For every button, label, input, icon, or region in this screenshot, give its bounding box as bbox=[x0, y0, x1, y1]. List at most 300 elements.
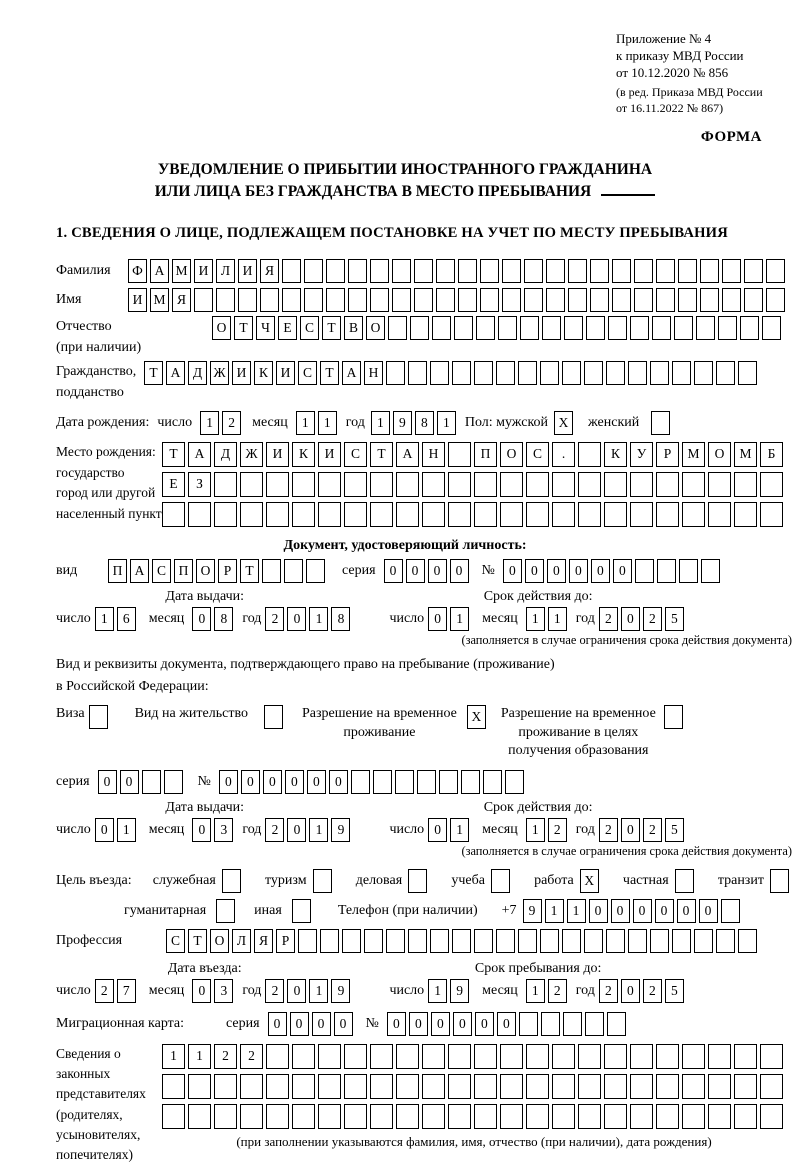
char-cell[interactable] bbox=[474, 929, 493, 953]
char-cell[interactable] bbox=[260, 288, 279, 312]
char-cell[interactable]: 5 bbox=[665, 607, 684, 631]
char-cell[interactable]: 0 bbox=[290, 1012, 309, 1036]
char-cell[interactable]: Р bbox=[218, 559, 237, 583]
char-cell[interactable] bbox=[552, 1044, 575, 1069]
char-cell[interactable] bbox=[606, 929, 625, 953]
char-cell[interactable]: 9 bbox=[393, 411, 412, 435]
char-cell[interactable]: О bbox=[196, 559, 215, 583]
char-cell[interactable]: 3 bbox=[214, 979, 233, 1003]
char-cell[interactable] bbox=[738, 929, 757, 953]
char-cell[interactable]: 0 bbox=[192, 979, 211, 1003]
char-cell[interactable]: О bbox=[366, 316, 385, 340]
char-cell[interactable]: 7 bbox=[117, 979, 136, 1003]
char-cell[interactable]: 0 bbox=[621, 607, 640, 631]
char-cell[interactable] bbox=[760, 1044, 783, 1069]
char-cell[interactable]: М bbox=[172, 259, 191, 283]
char-cell[interactable] bbox=[524, 259, 543, 283]
char-cell[interactable]: 1 bbox=[162, 1044, 185, 1069]
char-cell[interactable]: 0 bbox=[475, 1012, 494, 1036]
char-cell[interactable]: 5 bbox=[665, 818, 684, 842]
char-cell[interactable] bbox=[722, 259, 741, 283]
char-cell[interactable]: 0 bbox=[497, 1012, 516, 1036]
char-cell[interactable] bbox=[630, 1104, 653, 1129]
char-cell[interactable] bbox=[630, 502, 653, 527]
char-cell[interactable] bbox=[266, 1044, 289, 1069]
char-cell[interactable] bbox=[682, 502, 705, 527]
char-cell[interactable] bbox=[348, 288, 367, 312]
char-cell[interactable] bbox=[656, 1074, 679, 1099]
char-cell[interactable] bbox=[578, 502, 601, 527]
char-cell[interactable] bbox=[436, 288, 455, 312]
char-cell[interactable] bbox=[526, 1074, 549, 1099]
char-cell[interactable] bbox=[344, 1044, 367, 1069]
char-cell[interactable] bbox=[188, 502, 211, 527]
char-cell[interactable]: 1 bbox=[296, 411, 315, 435]
char-cell[interactable]: 1 bbox=[117, 818, 136, 842]
char-cell[interactable]: А bbox=[188, 442, 211, 467]
char-cell[interactable]: Р bbox=[656, 442, 679, 467]
char-cell[interactable] bbox=[604, 472, 627, 497]
char-cell[interactable] bbox=[422, 472, 445, 497]
char-cell[interactable] bbox=[500, 1104, 523, 1129]
char-cell[interactable]: 1 bbox=[567, 899, 586, 923]
char-cell[interactable] bbox=[351, 770, 370, 794]
char-cell[interactable]: 8 bbox=[214, 607, 233, 631]
char-cell[interactable]: Т bbox=[234, 316, 253, 340]
char-cell[interactable] bbox=[586, 316, 605, 340]
char-cell[interactable] bbox=[474, 502, 497, 527]
char-cell[interactable]: 0 bbox=[98, 770, 117, 794]
char-cell[interactable] bbox=[370, 502, 393, 527]
char-cell[interactable] bbox=[716, 929, 735, 953]
char-cell[interactable] bbox=[326, 259, 345, 283]
char-cell[interactable] bbox=[318, 1104, 341, 1129]
char-cell[interactable] bbox=[89, 705, 108, 729]
char-cell[interactable] bbox=[722, 288, 741, 312]
char-cell[interactable] bbox=[708, 502, 731, 527]
char-cell[interactable]: В bbox=[344, 316, 363, 340]
char-cell[interactable] bbox=[694, 929, 713, 953]
char-cell[interactable]: М bbox=[734, 442, 757, 467]
char-cell[interactable] bbox=[678, 259, 697, 283]
char-cell[interactable]: 2 bbox=[265, 607, 284, 631]
char-cell[interactable] bbox=[526, 502, 549, 527]
char-cell[interactable] bbox=[348, 259, 367, 283]
char-cell[interactable]: 1 bbox=[309, 607, 328, 631]
char-cell[interactable] bbox=[386, 929, 405, 953]
char-cell[interactable]: 1 bbox=[200, 411, 219, 435]
char-cell[interactable] bbox=[318, 502, 341, 527]
char-cell[interactable] bbox=[318, 472, 341, 497]
char-cell[interactable] bbox=[682, 1104, 705, 1129]
char-cell[interactable]: 0 bbox=[95, 818, 114, 842]
char-cell[interactable] bbox=[542, 316, 561, 340]
char-cell[interactable] bbox=[476, 316, 495, 340]
char-cell[interactable] bbox=[744, 288, 763, 312]
char-cell[interactable]: С bbox=[526, 442, 549, 467]
char-cell[interactable] bbox=[721, 899, 740, 923]
char-cell[interactable] bbox=[448, 1104, 471, 1129]
char-cell[interactable] bbox=[700, 288, 719, 312]
char-cell[interactable] bbox=[436, 259, 455, 283]
char-cell[interactable]: 0 bbox=[547, 559, 566, 583]
char-cell[interactable] bbox=[500, 1044, 523, 1069]
char-cell[interactable]: Р bbox=[276, 929, 295, 953]
char-cell[interactable] bbox=[564, 316, 583, 340]
char-cell[interactable]: О bbox=[500, 442, 523, 467]
char-cell[interactable] bbox=[496, 361, 515, 385]
char-cell[interactable] bbox=[562, 929, 581, 953]
char-cell[interactable] bbox=[194, 288, 213, 312]
char-cell[interactable] bbox=[298, 929, 317, 953]
char-cell[interactable]: 0 bbox=[428, 818, 447, 842]
char-cell[interactable]: У bbox=[630, 442, 653, 467]
char-cell[interactable]: 0 bbox=[633, 899, 652, 923]
char-cell[interactable] bbox=[422, 1074, 445, 1099]
char-cell[interactable]: 5 bbox=[665, 979, 684, 1003]
char-cell[interactable]: X bbox=[580, 869, 599, 893]
char-cell[interactable] bbox=[718, 316, 737, 340]
char-cell[interactable] bbox=[396, 1044, 419, 1069]
char-cell[interactable]: Т bbox=[320, 361, 339, 385]
char-cell[interactable] bbox=[474, 1044, 497, 1069]
char-cell[interactable]: Д bbox=[214, 442, 237, 467]
char-cell[interactable] bbox=[214, 502, 237, 527]
char-cell[interactable] bbox=[700, 259, 719, 283]
char-cell[interactable]: Т bbox=[240, 559, 259, 583]
char-cell[interactable] bbox=[612, 259, 631, 283]
char-cell[interactable] bbox=[422, 1104, 445, 1129]
char-cell[interactable] bbox=[320, 929, 339, 953]
char-cell[interactable]: 0 bbox=[287, 979, 306, 1003]
char-cell[interactable]: 8 bbox=[331, 607, 350, 631]
char-cell[interactable] bbox=[578, 442, 601, 467]
char-cell[interactable]: 0 bbox=[263, 770, 282, 794]
char-cell[interactable] bbox=[770, 869, 789, 893]
char-cell[interactable] bbox=[584, 361, 603, 385]
char-cell[interactable] bbox=[607, 1012, 626, 1036]
char-cell[interactable]: Л bbox=[232, 929, 251, 953]
char-cell[interactable] bbox=[240, 1104, 263, 1129]
char-cell[interactable] bbox=[760, 1104, 783, 1129]
char-cell[interactable]: 3 bbox=[214, 818, 233, 842]
char-cell[interactable] bbox=[344, 502, 367, 527]
char-cell[interactable]: С bbox=[300, 316, 319, 340]
char-cell[interactable] bbox=[656, 288, 675, 312]
char-cell[interactable]: 0 bbox=[192, 607, 211, 631]
char-cell[interactable]: С bbox=[344, 442, 367, 467]
char-cell[interactable] bbox=[448, 442, 471, 467]
char-cell[interactable] bbox=[502, 288, 521, 312]
char-cell[interactable] bbox=[496, 929, 515, 953]
char-cell[interactable] bbox=[448, 1044, 471, 1069]
char-cell[interactable] bbox=[563, 1012, 582, 1036]
char-cell[interactable]: Т bbox=[144, 361, 163, 385]
char-cell[interactable]: 2 bbox=[214, 1044, 237, 1069]
char-cell[interactable]: Т bbox=[370, 442, 393, 467]
char-cell[interactable] bbox=[701, 559, 720, 583]
char-cell[interactable] bbox=[546, 259, 565, 283]
char-cell[interactable] bbox=[392, 259, 411, 283]
char-cell[interactable] bbox=[410, 316, 429, 340]
char-cell[interactable] bbox=[716, 361, 735, 385]
char-cell[interactable] bbox=[604, 502, 627, 527]
char-cell[interactable] bbox=[682, 1074, 705, 1099]
char-cell[interactable] bbox=[216, 899, 235, 923]
char-cell[interactable] bbox=[392, 288, 411, 312]
char-cell[interactable]: Я bbox=[172, 288, 191, 312]
char-cell[interactable] bbox=[760, 502, 783, 527]
char-cell[interactable]: 9 bbox=[523, 899, 542, 923]
char-cell[interactable] bbox=[520, 316, 539, 340]
char-cell[interactable] bbox=[650, 929, 669, 953]
char-cell[interactable] bbox=[656, 472, 679, 497]
char-cell[interactable] bbox=[142, 770, 161, 794]
char-cell[interactable] bbox=[292, 1104, 315, 1129]
char-cell[interactable] bbox=[656, 1044, 679, 1069]
char-cell[interactable]: М bbox=[682, 442, 705, 467]
char-cell[interactable]: 0 bbox=[268, 1012, 287, 1036]
char-cell[interactable] bbox=[292, 899, 311, 923]
char-cell[interactable] bbox=[370, 288, 389, 312]
char-cell[interactable] bbox=[630, 1044, 653, 1069]
char-cell[interactable] bbox=[292, 472, 315, 497]
char-cell[interactable] bbox=[480, 259, 499, 283]
char-cell[interactable] bbox=[461, 770, 480, 794]
char-cell[interactable]: Ж bbox=[240, 442, 263, 467]
char-cell[interactable]: 2 bbox=[643, 818, 662, 842]
char-cell[interactable] bbox=[458, 259, 477, 283]
char-cell[interactable] bbox=[708, 1074, 731, 1099]
char-cell[interactable] bbox=[552, 502, 575, 527]
char-cell[interactable] bbox=[448, 472, 471, 497]
char-cell[interactable] bbox=[585, 1012, 604, 1036]
char-cell[interactable] bbox=[344, 472, 367, 497]
char-cell[interactable] bbox=[630, 472, 653, 497]
char-cell[interactable] bbox=[526, 1104, 549, 1129]
char-cell[interactable]: 1 bbox=[309, 818, 328, 842]
char-cell[interactable] bbox=[630, 316, 649, 340]
char-cell[interactable] bbox=[540, 361, 559, 385]
char-cell[interactable]: 0 bbox=[406, 559, 425, 583]
char-cell[interactable]: 1 bbox=[188, 1044, 211, 1069]
char-cell[interactable]: 2 bbox=[548, 818, 567, 842]
char-cell[interactable]: А bbox=[342, 361, 361, 385]
char-cell[interactable]: 1 bbox=[545, 899, 564, 923]
char-cell[interactable] bbox=[491, 869, 510, 893]
char-cell[interactable]: 0 bbox=[120, 770, 139, 794]
char-cell[interactable] bbox=[651, 411, 670, 435]
char-cell[interactable] bbox=[664, 705, 683, 729]
char-cell[interactable] bbox=[240, 1074, 263, 1099]
char-cell[interactable] bbox=[448, 1074, 471, 1099]
char-cell[interactable]: 0 bbox=[285, 770, 304, 794]
char-cell[interactable]: 0 bbox=[409, 1012, 428, 1036]
char-cell[interactable] bbox=[524, 288, 543, 312]
char-cell[interactable] bbox=[657, 559, 676, 583]
char-cell[interactable]: Б bbox=[760, 442, 783, 467]
char-cell[interactable]: Ч bbox=[256, 316, 275, 340]
char-cell[interactable] bbox=[432, 316, 451, 340]
char-cell[interactable] bbox=[282, 288, 301, 312]
char-cell[interactable] bbox=[634, 288, 653, 312]
char-cell[interactable]: 0 bbox=[312, 1012, 331, 1036]
char-cell[interactable]: 2 bbox=[95, 979, 114, 1003]
char-cell[interactable] bbox=[694, 361, 713, 385]
char-cell[interactable]: 2 bbox=[265, 979, 284, 1003]
char-cell[interactable]: П bbox=[108, 559, 127, 583]
char-cell[interactable]: 1 bbox=[450, 818, 469, 842]
char-cell[interactable]: И bbox=[194, 259, 213, 283]
char-cell[interactable] bbox=[734, 472, 757, 497]
char-cell[interactable]: А bbox=[166, 361, 185, 385]
char-cell[interactable] bbox=[313, 869, 332, 893]
char-cell[interactable] bbox=[682, 1044, 705, 1069]
char-cell[interactable] bbox=[344, 1074, 367, 1099]
char-cell[interactable] bbox=[650, 361, 669, 385]
char-cell[interactable] bbox=[578, 1104, 601, 1129]
char-cell[interactable] bbox=[422, 1044, 445, 1069]
char-cell[interactable] bbox=[500, 502, 523, 527]
char-cell[interactable] bbox=[370, 259, 389, 283]
char-cell[interactable] bbox=[606, 361, 625, 385]
char-cell[interactable]: 6 bbox=[117, 607, 136, 631]
char-cell[interactable]: О bbox=[708, 442, 731, 467]
char-cell[interactable] bbox=[162, 502, 185, 527]
char-cell[interactable]: С bbox=[152, 559, 171, 583]
char-cell[interactable]: X bbox=[554, 411, 573, 435]
char-cell[interactable] bbox=[760, 1074, 783, 1099]
char-cell[interactable]: 1 bbox=[95, 607, 114, 631]
char-cell[interactable]: 0 bbox=[591, 559, 610, 583]
char-cell[interactable] bbox=[396, 472, 419, 497]
char-cell[interactable]: Т bbox=[188, 929, 207, 953]
char-cell[interactable]: 0 bbox=[621, 979, 640, 1003]
char-cell[interactable] bbox=[306, 559, 325, 583]
char-cell[interactable] bbox=[526, 1044, 549, 1069]
char-cell[interactable] bbox=[408, 869, 427, 893]
char-cell[interactable]: С bbox=[298, 361, 317, 385]
char-cell[interactable] bbox=[188, 1074, 211, 1099]
char-cell[interactable] bbox=[552, 1104, 575, 1129]
char-cell[interactable]: 2 bbox=[599, 607, 618, 631]
char-cell[interactable] bbox=[214, 472, 237, 497]
char-cell[interactable] bbox=[541, 1012, 560, 1036]
char-cell[interactable] bbox=[540, 929, 559, 953]
char-cell[interactable]: 1 bbox=[318, 411, 337, 435]
char-cell[interactable] bbox=[370, 1074, 393, 1099]
char-cell[interactable]: 9 bbox=[450, 979, 469, 1003]
char-cell[interactable] bbox=[282, 259, 301, 283]
char-cell[interactable]: 1 bbox=[437, 411, 456, 435]
char-cell[interactable] bbox=[604, 1074, 627, 1099]
char-cell[interactable]: 0 bbox=[677, 899, 696, 923]
char-cell[interactable] bbox=[304, 288, 323, 312]
char-cell[interactable] bbox=[652, 316, 671, 340]
char-cell[interactable] bbox=[760, 472, 783, 497]
char-cell[interactable] bbox=[422, 502, 445, 527]
char-cell[interactable]: И bbox=[276, 361, 295, 385]
char-cell[interactable] bbox=[562, 361, 581, 385]
char-cell[interactable]: 0 bbox=[334, 1012, 353, 1036]
char-cell[interactable] bbox=[738, 361, 757, 385]
char-cell[interactable]: Ф bbox=[128, 259, 147, 283]
char-cell[interactable] bbox=[373, 770, 392, 794]
char-cell[interactable] bbox=[342, 929, 361, 953]
char-cell[interactable]: А bbox=[130, 559, 149, 583]
char-cell[interactable] bbox=[162, 1074, 185, 1099]
char-cell[interactable]: 1 bbox=[309, 979, 328, 1003]
char-cell[interactable] bbox=[439, 770, 458, 794]
char-cell[interactable] bbox=[458, 288, 477, 312]
char-cell[interactable]: 0 bbox=[428, 607, 447, 631]
char-cell[interactable] bbox=[628, 361, 647, 385]
char-cell[interactable]: И bbox=[232, 361, 251, 385]
char-cell[interactable] bbox=[734, 1044, 757, 1069]
char-cell[interactable]: 0 bbox=[613, 559, 632, 583]
char-cell[interactable] bbox=[679, 559, 698, 583]
char-cell[interactable] bbox=[240, 502, 263, 527]
char-cell[interactable] bbox=[162, 1104, 185, 1129]
char-cell[interactable] bbox=[678, 288, 697, 312]
char-cell[interactable]: 1 bbox=[526, 979, 545, 1003]
char-cell[interactable] bbox=[628, 929, 647, 953]
char-cell[interactable] bbox=[500, 472, 523, 497]
char-cell[interactable]: И bbox=[238, 259, 257, 283]
char-cell[interactable] bbox=[518, 929, 537, 953]
char-cell[interactable] bbox=[518, 361, 537, 385]
char-cell[interactable]: 2 bbox=[643, 607, 662, 631]
char-cell[interactable] bbox=[266, 1104, 289, 1129]
char-cell[interactable] bbox=[734, 502, 757, 527]
char-cell[interactable] bbox=[344, 1104, 367, 1129]
char-cell[interactable] bbox=[612, 288, 631, 312]
char-cell[interactable] bbox=[708, 1044, 731, 1069]
char-cell[interactable] bbox=[740, 316, 759, 340]
char-cell[interactable] bbox=[744, 259, 763, 283]
char-cell[interactable] bbox=[364, 929, 383, 953]
char-cell[interactable] bbox=[584, 929, 603, 953]
char-cell[interactable]: А bbox=[396, 442, 419, 467]
char-cell[interactable] bbox=[216, 288, 235, 312]
char-cell[interactable] bbox=[238, 288, 257, 312]
char-cell[interactable] bbox=[682, 472, 705, 497]
char-cell[interactable]: 0 bbox=[453, 1012, 472, 1036]
char-cell[interactable]: 0 bbox=[307, 770, 326, 794]
char-cell[interactable] bbox=[284, 559, 303, 583]
char-cell[interactable] bbox=[430, 361, 449, 385]
char-cell[interactable] bbox=[656, 1104, 679, 1129]
char-cell[interactable]: 0 bbox=[428, 559, 447, 583]
char-cell[interactable] bbox=[417, 770, 436, 794]
char-cell[interactable] bbox=[568, 259, 587, 283]
char-cell[interactable]: 2 bbox=[265, 818, 284, 842]
char-cell[interactable] bbox=[266, 472, 289, 497]
char-cell[interactable]: 0 bbox=[329, 770, 348, 794]
char-cell[interactable] bbox=[395, 770, 414, 794]
char-cell[interactable] bbox=[734, 1104, 757, 1129]
char-cell[interactable] bbox=[578, 1074, 601, 1099]
char-cell[interactable] bbox=[546, 288, 565, 312]
char-cell[interactable] bbox=[292, 502, 315, 527]
char-cell[interactable] bbox=[608, 316, 627, 340]
char-cell[interactable] bbox=[318, 1044, 341, 1069]
char-cell[interactable]: 0 bbox=[699, 899, 718, 923]
char-cell[interactable]: 9 bbox=[331, 979, 350, 1003]
char-cell[interactable] bbox=[568, 288, 587, 312]
char-cell[interactable] bbox=[674, 316, 693, 340]
char-cell[interactable] bbox=[292, 1074, 315, 1099]
